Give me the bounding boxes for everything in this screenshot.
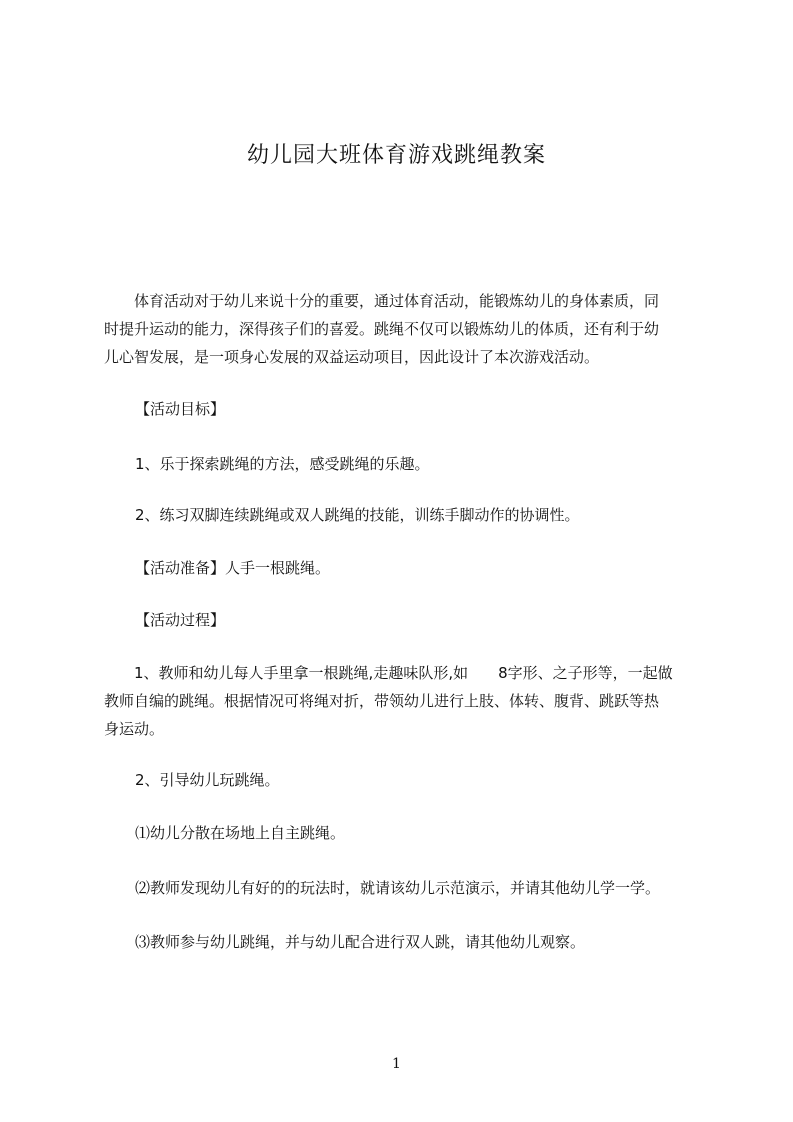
intro-line: 儿心智发展，是一项身心发展的双益运动项目，因此设计了本次游戏活动。 bbox=[104, 348, 600, 366]
process-step-2: 2、引导幼儿玩跳绳。 bbox=[135, 771, 280, 789]
intro-paragraph bbox=[104, 287, 704, 371]
page-number: 1 bbox=[392, 1056, 401, 1072]
process-step-1-line: 身运动。 bbox=[104, 720, 165, 738]
process-step-1-paragraph bbox=[104, 659, 704, 743]
intro-line: 时提升运动的能力，深得孩子们的喜爱。跳绳不仅可以锻炼幼儿的体质，还有利于幼 bbox=[104, 320, 660, 338]
process-step-1-line: 1、教师和幼儿每人手里拿一根跳绳,走趣味队形,如 8字形、之子形等，一起做 bbox=[104, 664, 673, 682]
process-step-1-line: 教师自编的跳绳。根据情况可将绳对折，带领幼儿进行上肢、体转、腹背、跳跃等热 bbox=[104, 692, 660, 710]
goal-item-1: 1、乐于探索跳绳的方法，感受跳绳的乐趣。 bbox=[135, 455, 430, 473]
heading-activity-goals: 【活动目标】 bbox=[135, 400, 226, 418]
heading-activity-process: 【活动过程】 bbox=[135, 611, 226, 629]
process-substep-1: ⑴幼儿分散在场地上自主跳绳。 bbox=[135, 824, 346, 842]
process-substep-3: ⑶教师参与幼儿跳绳，并与幼儿配合进行双人跳，请其他幼儿观察。 bbox=[135, 933, 586, 951]
process-substep-2: ⑵教师发现幼儿有好的的玩法时，就请该幼儿示范演示，并请其他幼儿学一学。 bbox=[135, 879, 661, 897]
goal-item-2: 2、练习双脚连续跳绳或双人跳绳的技能，训练手脚动作的协调性。 bbox=[135, 506, 580, 524]
intro-line: 体育活动对于幼儿来说十分的重要，通过体育活动，能锻炼幼儿的身体素质，同 bbox=[104, 292, 660, 310]
heading-activity-preparation: 【活动准备】人手一根跳绳。 bbox=[135, 559, 331, 577]
document-title: 幼儿园大班体育游戏跳绳教案 bbox=[246, 143, 546, 168]
